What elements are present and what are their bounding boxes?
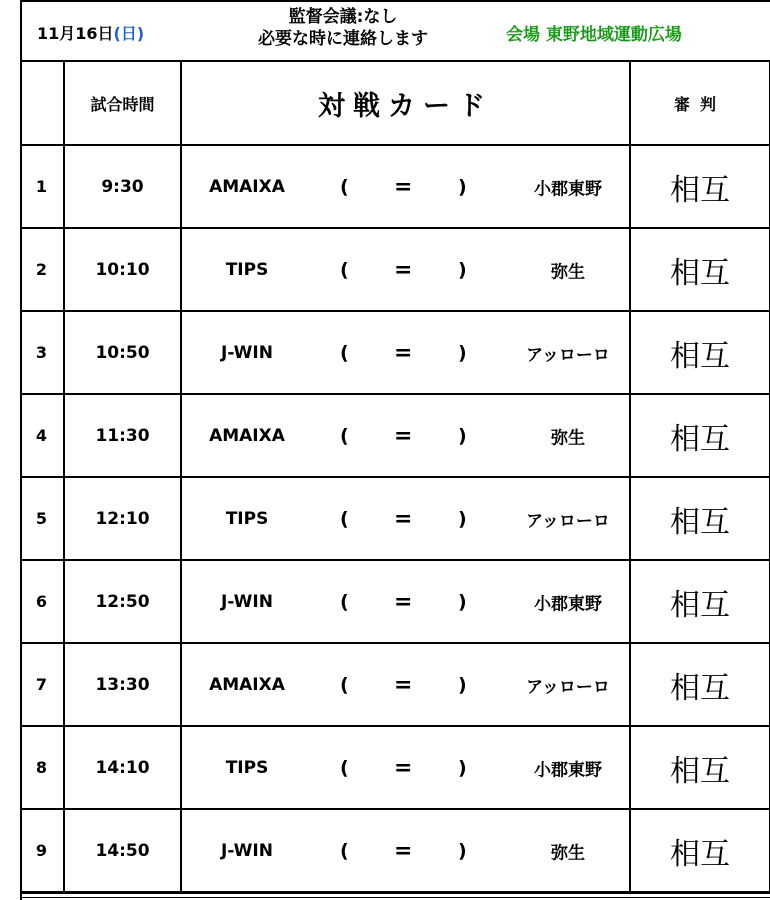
table-row	[20, 809, 770, 892]
match-card	[181, 726, 630, 809]
referee: 相互	[630, 643, 770, 726]
match-number: 4	[20, 394, 64, 477]
referee: 相互	[630, 228, 770, 311]
score-open-paren: (	[340, 175, 349, 198]
match-number: 3	[20, 311, 64, 394]
team-away: アッローロ	[526, 511, 610, 531]
schedule-table	[20, 62, 770, 893]
header-card: 対戦カード	[181, 62, 630, 145]
score-close-paren: )	[458, 507, 467, 530]
match-card	[181, 643, 630, 726]
table-bottom-rule	[20, 893, 770, 894]
match-number: 9	[20, 809, 64, 892]
meeting-note	[228, 6, 458, 50]
team-away: 弥生	[551, 428, 585, 448]
match-card	[181, 477, 630, 560]
match-time: 10:10	[64, 228, 181, 311]
team-away: 弥生	[551, 843, 585, 863]
table-row	[20, 477, 770, 560]
meeting-line-1: 監督会議:なし	[288, 7, 398, 27]
score-open-paren: (	[340, 424, 349, 447]
match-time: 10:50	[64, 311, 181, 394]
team-away: アッローロ	[526, 677, 610, 697]
table-row	[20, 145, 770, 228]
team-home: TIPS	[225, 757, 269, 778]
score-equals: =	[394, 174, 413, 199]
team-away: 小郡東野	[534, 760, 602, 780]
match-date	[37, 21, 144, 44]
table-row	[20, 560, 770, 643]
referee: 相互	[630, 477, 770, 560]
score-equals: =	[394, 257, 413, 282]
match-time: 12:10	[64, 477, 181, 560]
score-equals: =	[394, 755, 413, 780]
header-no	[20, 62, 64, 145]
referee: 相互	[630, 311, 770, 394]
team-home: J-WIN	[221, 591, 273, 612]
score-equals: =	[394, 423, 413, 448]
table-row	[20, 394, 770, 477]
table-row	[20, 726, 770, 809]
match-card	[181, 145, 630, 228]
date-text: 11月16日	[37, 24, 114, 43]
sheet-header	[20, 0, 770, 62]
match-time: 14:10	[64, 726, 181, 809]
score-equals: =	[394, 672, 413, 697]
score-close-paren: )	[458, 424, 467, 447]
table-row	[20, 643, 770, 726]
score-close-paren: )	[458, 341, 467, 364]
header-time: 試合時間	[64, 62, 181, 145]
team-home: TIPS	[225, 508, 269, 529]
team-home: AMAIXA	[209, 176, 285, 197]
score-close-paren: )	[458, 756, 467, 779]
match-time: 13:30	[64, 643, 181, 726]
match-card	[181, 394, 630, 477]
team-away: 小郡東野	[534, 179, 602, 199]
table-bottom-rule-2	[20, 897, 770, 898]
referee: 相互	[630, 726, 770, 809]
match-number: 8	[20, 726, 64, 809]
score-close-paren: )	[458, 839, 467, 862]
match-card	[181, 560, 630, 643]
match-card	[181, 311, 630, 394]
table-header-row	[20, 62, 770, 145]
score-equals: =	[394, 838, 413, 863]
referee: 相互	[630, 809, 770, 892]
team-home: AMAIXA	[209, 425, 285, 446]
match-card	[181, 228, 630, 311]
referee: 相互	[630, 145, 770, 228]
team-away: 小郡東野	[534, 594, 602, 614]
match-number: 6	[20, 560, 64, 643]
match-number: 2	[20, 228, 64, 311]
header-referee: 審判	[630, 62, 770, 145]
score-close-paren: )	[458, 175, 467, 198]
score-equals: =	[394, 506, 413, 531]
team-home: J-WIN	[221, 342, 273, 363]
match-time: 12:50	[64, 560, 181, 643]
match-card	[181, 809, 630, 892]
team-home: AMAIXA	[209, 674, 285, 695]
match-number: 1	[20, 145, 64, 228]
score-open-paren: (	[340, 673, 349, 696]
score-open-paren: (	[340, 839, 349, 862]
match-time: 9:30	[64, 145, 181, 228]
match-number: 7	[20, 643, 64, 726]
score-close-paren: )	[458, 258, 467, 281]
team-away: 弥生	[551, 262, 585, 282]
score-open-paren: (	[340, 258, 349, 281]
table-row	[20, 311, 770, 394]
team-home: J-WIN	[221, 840, 273, 861]
score-open-paren: (	[340, 341, 349, 364]
score-open-paren: (	[340, 756, 349, 779]
day-of-week: (日)	[113, 24, 145, 43]
team-away: アッローロ	[526, 345, 610, 365]
match-number: 5	[20, 477, 64, 560]
score-close-paren: )	[458, 590, 467, 613]
match-time: 11:30	[64, 394, 181, 477]
score-equals: =	[394, 340, 413, 365]
meeting-line-2: 必要な時に連絡します	[258, 29, 428, 49]
score-open-paren: (	[340, 590, 349, 613]
table-row	[20, 228, 770, 311]
score-equals: =	[394, 589, 413, 614]
referee: 相互	[630, 394, 770, 477]
score-open-paren: (	[340, 507, 349, 530]
match-time: 14:50	[64, 809, 181, 892]
referee: 相互	[630, 560, 770, 643]
venue-label: 会場 東野地域運動広場	[506, 25, 682, 45]
team-home: TIPS	[225, 259, 269, 280]
score-close-paren: )	[458, 673, 467, 696]
